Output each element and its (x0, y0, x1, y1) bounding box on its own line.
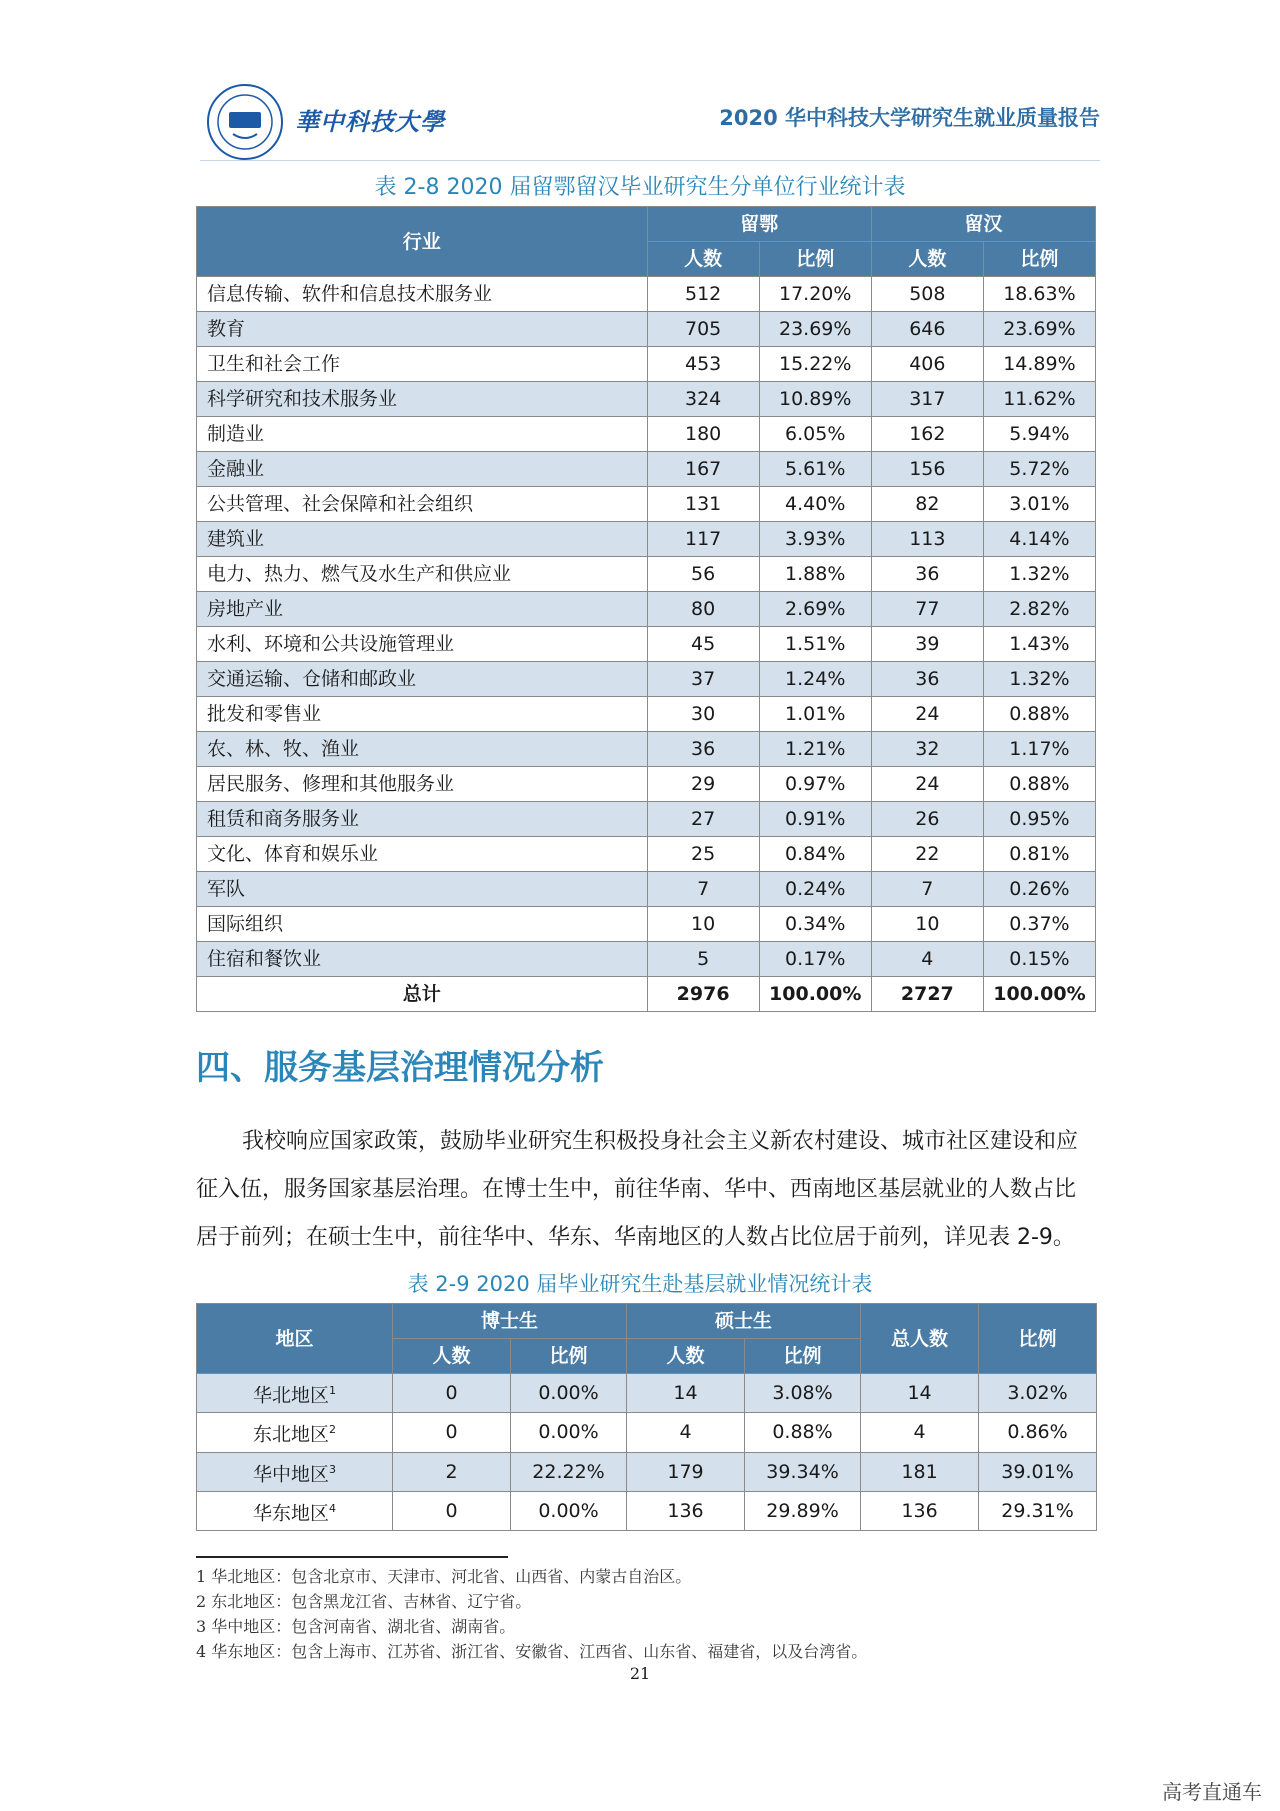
phd-count: 0 (393, 1374, 511, 1413)
hubei-ratio: 0.84% (759, 837, 871, 872)
industry-name: 教育 (197, 312, 648, 347)
phd-ratio: 0.00% (511, 1374, 627, 1413)
hubei-ratio: 0.97% (759, 767, 871, 802)
total-count: 136 (861, 1491, 979, 1530)
hubei-count: 453 (647, 347, 759, 382)
industry-name: 电力、热力、燃气及水生产和供应业 (197, 557, 648, 592)
wuhan-count: 32 (871, 732, 983, 767)
wuhan-count: 508 (871, 277, 983, 312)
section-heading: 四、服务基层治理情况分析 (196, 1048, 604, 1088)
region-name: 华北地区 (252, 1384, 329, 1407)
col-ratio: 比例 (979, 1304, 1097, 1374)
sub-ratio: 比例 (511, 1339, 627, 1374)
phd-count: 2 (393, 1452, 511, 1491)
table-row (197, 452, 1096, 487)
hubei-count: 80 (647, 592, 759, 627)
footnote: 4 华东地区：包含上海市、江苏省、浙江省、安徽省、江西省、山东省、福建省，以及台湾省。 (196, 1642, 868, 1661)
wuhan-ratio: 5.72% (983, 452, 1095, 487)
wuhan-ratio: 3.01% (983, 487, 1095, 522)
hubei-ratio: 17.20% (759, 277, 871, 312)
industry-name: 卫生和社会工作 (197, 347, 648, 382)
sub-ratio: 比例 (983, 242, 1095, 277)
table-2-8-caption: 表 2-8 2020 届留鄂留汉毕业研究生分单位行业统计表 (374, 175, 906, 200)
hubei-count: 36 (647, 732, 759, 767)
table-row (197, 1374, 1097, 1413)
hubei-ratio: 6.05% (759, 417, 871, 452)
master-count: 14 (627, 1374, 745, 1413)
sub-count: 人数 (627, 1339, 745, 1374)
hubei-count: 29 (647, 767, 759, 802)
hubei-count: 5 (647, 942, 759, 977)
hubei-count: 512 (647, 277, 759, 312)
sub-ratio: 比例 (745, 1339, 861, 1374)
hubei-count: 705 (647, 312, 759, 347)
industry-name: 金融业 (197, 452, 648, 487)
hubei-count: 56 (647, 557, 759, 592)
table-row (197, 872, 1096, 907)
total-ratio: 29.31% (979, 1491, 1097, 1530)
table-row (197, 837, 1096, 872)
para-line: 居于前列；在硕士生中，前往华中、华东、华南地区的人数占比位居于前列，详见表 2-9。 (196, 1225, 1075, 1250)
wuhan-count: 82 (871, 487, 983, 522)
hubei-ratio: 0.34% (759, 907, 871, 942)
wuhan-ratio: 1.32% (983, 662, 1095, 697)
hubei-ratio: 0.91% (759, 802, 871, 837)
wuhan-count: 646 (871, 312, 983, 347)
hubei-count: 180 (647, 417, 759, 452)
master-count: 179 (627, 1452, 745, 1491)
region-name: 东北地区 (252, 1423, 329, 1446)
region-name-cell (197, 1491, 393, 1530)
phd-ratio: 0.00% (511, 1491, 627, 1530)
total-count: 181 (861, 1452, 979, 1491)
university-name: 華中科技大學 (295, 107, 445, 136)
industry-name: 水利、环境和公共设施管理业 (197, 627, 648, 662)
wuhan-count: 317 (871, 382, 983, 417)
table-row (197, 417, 1096, 452)
wuhan-count: 156 (871, 452, 983, 487)
wuhan-count: 22 (871, 837, 983, 872)
total-row (197, 977, 1096, 1012)
industry-name: 信息传输、软件和信息技术服务业 (197, 277, 648, 312)
group-wuhan: 留汉 (871, 207, 1095, 242)
wuhan-ratio: 23.69% (983, 312, 1095, 347)
wuhan-ratio: 2.82% (983, 592, 1095, 627)
wuhan-ratio: 0.26% (983, 872, 1095, 907)
region-name-cell (197, 1452, 393, 1491)
wuhan-count: 24 (871, 697, 983, 732)
wuhan-count: 4 (871, 942, 983, 977)
wuhan-count: 39 (871, 627, 983, 662)
footnote-marker[interactable]: 4 (329, 1501, 336, 1515)
table-row (197, 277, 1096, 312)
hubei-ratio: 15.22% (759, 347, 871, 382)
table-row (197, 592, 1096, 627)
master-ratio: 3.08% (745, 1374, 861, 1413)
footnote-marker[interactable]: 1 (329, 1384, 336, 1397)
table-row (197, 942, 1096, 977)
industry-name: 科学研究和技术服务业 (197, 382, 648, 417)
sub-ratio: 比例 (759, 242, 871, 277)
wuhan-ratio: 0.37% (983, 907, 1095, 942)
footnote-marker[interactable]: 2 (329, 1423, 336, 1437)
header-divider (200, 160, 1100, 161)
hubei-count: 27 (647, 802, 759, 837)
industry-name: 国际组织 (197, 907, 648, 942)
table-row (197, 1413, 1097, 1452)
table-row (197, 697, 1096, 732)
industry-name: 租赁和商务服务业 (197, 802, 648, 837)
wuhan-ratio: 5.94% (983, 417, 1095, 452)
master-ratio: 0.88% (745, 1413, 861, 1452)
wuhan-ratio: 0.88% (983, 697, 1095, 732)
table-2-9-caption: 表 2-9 2020 届毕业研究生赴基层就业情况统计表 (407, 1272, 873, 1296)
hubei-ratio: 1.24% (759, 662, 871, 697)
wuhan-count: 36 (871, 662, 983, 697)
wuhan-count: 113 (871, 522, 983, 557)
group-phd: 博士生 (393, 1304, 627, 1339)
wuhan-ratio: 1.43% (983, 627, 1095, 662)
hubei-ratio: 3.93% (759, 522, 871, 557)
industry-table (196, 206, 1096, 1012)
wuhan-count: 77 (871, 592, 983, 627)
hubei-ratio: 1.21% (759, 732, 871, 767)
phd-count: 0 (393, 1413, 511, 1452)
master-count: 4 (627, 1413, 745, 1452)
hubei-total-ratio: 100.00% (759, 977, 871, 1012)
university-seal-icon (205, 82, 285, 162)
hubei-count: 7 (647, 872, 759, 907)
hubei-total-count: 2976 (647, 977, 759, 1012)
table-row (197, 347, 1096, 382)
section-paragraph (196, 1118, 1096, 1262)
report-title: 2020 华中科技大学研究生就业质量报告 (719, 106, 1100, 130)
hubei-count: 45 (647, 627, 759, 662)
industry-name: 农、林、牧、渔业 (197, 732, 648, 767)
watermark: 高考直通车 (1162, 1780, 1262, 1804)
industry-name: 文化、体育和娱乐业 (197, 837, 648, 872)
region-name: 华东地区 (252, 1502, 329, 1525)
table-row (197, 802, 1096, 837)
wuhan-total-ratio: 100.00% (983, 977, 1095, 1012)
wuhan-ratio: 0.15% (983, 942, 1095, 977)
footnotes (196, 1564, 867, 1664)
industry-name: 住宿和餐饮业 (197, 942, 648, 977)
footnote-marker[interactable]: 3 (329, 1462, 336, 1476)
table-row (197, 382, 1096, 417)
industry-name: 房地产业 (197, 592, 648, 627)
footnote: 3 华中地区：包含河南省、湖北省、湖南省。 (196, 1617, 516, 1636)
hubei-count: 167 (647, 452, 759, 487)
table-row (197, 1452, 1097, 1491)
total-ratio: 0.86% (979, 1413, 1097, 1452)
wuhan-ratio: 0.95% (983, 802, 1095, 837)
footnote-divider (196, 1556, 508, 1558)
hubei-count: 10 (647, 907, 759, 942)
wuhan-count: 26 (871, 802, 983, 837)
group-hubei: 留鄂 (647, 207, 871, 242)
total-count: 14 (861, 1374, 979, 1413)
region-name: 华中地区 (252, 1462, 329, 1485)
wuhan-count: 24 (871, 767, 983, 802)
wuhan-ratio: 0.88% (983, 767, 1095, 802)
wuhan-count: 7 (871, 872, 983, 907)
phd-ratio: 22.22% (511, 1452, 627, 1491)
page-number: 21 (629, 1664, 651, 1683)
col-total: 总人数 (861, 1304, 979, 1374)
hubei-count: 25 (647, 837, 759, 872)
hubei-ratio: 10.89% (759, 382, 871, 417)
hubei-count: 131 (647, 487, 759, 522)
wuhan-total-count: 2727 (871, 977, 983, 1012)
industry-name: 批发和零售业 (197, 697, 648, 732)
wuhan-count: 10 (871, 907, 983, 942)
industry-name: 制造业 (197, 417, 648, 452)
table-row (197, 312, 1096, 347)
wuhan-count: 406 (871, 347, 983, 382)
industry-name: 居民服务、修理和其他服务业 (197, 767, 648, 802)
hubei-ratio: 0.24% (759, 872, 871, 907)
wuhan-ratio: 4.14% (983, 522, 1095, 557)
industry-name: 公共管理、社会保障和社会组织 (197, 487, 648, 522)
hubei-count: 37 (647, 662, 759, 697)
hubei-ratio: 5.61% (759, 452, 871, 487)
region-name-cell (197, 1374, 393, 1413)
wuhan-count: 162 (871, 417, 983, 452)
grassroots-table (196, 1303, 1097, 1531)
col-industry: 行业 (197, 207, 648, 277)
master-count: 136 (627, 1491, 745, 1530)
table-row (197, 627, 1096, 662)
wuhan-ratio: 11.62% (983, 382, 1095, 417)
wuhan-count: 36 (871, 557, 983, 592)
table-row (197, 662, 1096, 697)
table-row (197, 557, 1096, 592)
hubei-ratio: 1.01% (759, 697, 871, 732)
industry-name: 交通运输、仓储和邮政业 (197, 662, 648, 697)
hubei-ratio: 0.17% (759, 942, 871, 977)
hubei-count: 30 (647, 697, 759, 732)
table-row (197, 487, 1096, 522)
page-header (205, 82, 1100, 152)
sub-count: 人数 (393, 1339, 511, 1374)
table-row (197, 1491, 1097, 1530)
table-row (197, 767, 1096, 802)
master-ratio: 29.89% (745, 1491, 861, 1530)
total-count: 4 (861, 1413, 979, 1452)
hubei-count: 117 (647, 522, 759, 557)
table-row (197, 522, 1096, 557)
total-ratio: 39.01% (979, 1452, 1097, 1491)
industry-name: 建筑业 (197, 522, 648, 557)
col-region: 地区 (197, 1304, 393, 1374)
wuhan-ratio: 14.89% (983, 347, 1095, 382)
wuhan-ratio: 1.17% (983, 732, 1095, 767)
industry-name: 军队 (197, 872, 648, 907)
hubei-ratio: 1.51% (759, 627, 871, 662)
footnote: 2 东北地区：包含黑龙江省、吉林省、辽宁省。 (196, 1592, 532, 1611)
hubei-ratio: 23.69% (759, 312, 871, 347)
total-label: 总计 (197, 977, 648, 1012)
wuhan-ratio: 1.32% (983, 557, 1095, 592)
hubei-ratio: 1.88% (759, 557, 871, 592)
sub-count: 人数 (647, 242, 759, 277)
sub-count: 人数 (871, 242, 983, 277)
hubei-ratio: 4.40% (759, 487, 871, 522)
phd-ratio: 0.00% (511, 1413, 627, 1452)
group-master: 硕士生 (627, 1304, 861, 1339)
phd-count: 0 (393, 1491, 511, 1530)
region-name-cell (197, 1413, 393, 1452)
table-row (197, 907, 1096, 942)
hubei-count: 324 (647, 382, 759, 417)
para-line: 征入伍，服务国家基层治理。在博士生中，前往华南、华中、西南地区基层就业的人数占比 (196, 1177, 1077, 1202)
footnote: 1 华北地区：包含北京市、天津市、河北省、山西省、内蒙古自治区。 (196, 1567, 692, 1586)
para-line: 我校响应国家政策，鼓励毕业研究生积极投身社会主义新农村建设、城市社区建设和应 (242, 1129, 1079, 1154)
total-ratio: 3.02% (979, 1374, 1097, 1413)
wuhan-ratio: 0.81% (983, 837, 1095, 872)
table-row (197, 732, 1096, 767)
wuhan-ratio: 18.63% (983, 277, 1095, 312)
hubei-ratio: 2.69% (759, 592, 871, 627)
master-ratio: 39.34% (745, 1452, 861, 1491)
